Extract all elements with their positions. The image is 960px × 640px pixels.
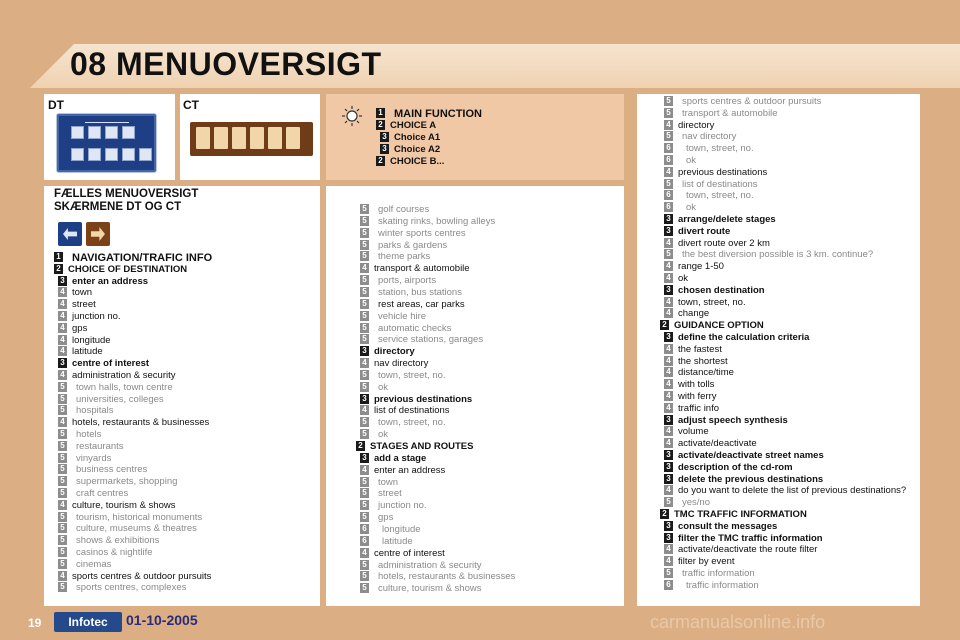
level-badge: 5 bbox=[360, 311, 369, 321]
dt-phone-icon bbox=[88, 126, 101, 139]
menu-item-label: yes/no bbox=[682, 497, 710, 509]
menu-item-label: transport & automobile bbox=[682, 107, 778, 119]
menu-item-label: longitude bbox=[72, 334, 111, 346]
menu-item-label: town, street, no. bbox=[678, 296, 746, 308]
level-badge: 3 bbox=[360, 346, 369, 356]
menu-item-label: list of destinations bbox=[682, 178, 758, 190]
menu-item-label: Choice A2 bbox=[394, 144, 441, 155]
menu-item-label: with ferry bbox=[678, 391, 717, 402]
menu-item-label: nav directory bbox=[374, 358, 429, 370]
menu-item-label: description of the cd-rom bbox=[678, 461, 793, 473]
level-badge: 5 bbox=[664, 131, 673, 141]
menu-item-label: longitude bbox=[382, 523, 421, 535]
menu-item-label: station, bus stations bbox=[378, 286, 462, 298]
level-badge: 4 bbox=[58, 500, 67, 510]
level-badge: 5 bbox=[664, 108, 673, 118]
level-badge: 3 bbox=[664, 450, 673, 460]
level-badge: 5 bbox=[360, 583, 369, 593]
menu-item-label: hotels, restaurants & businesses bbox=[72, 417, 210, 429]
level-badge: 4 bbox=[664, 297, 673, 307]
menu-item-label: junction no. bbox=[72, 311, 121, 322]
level-badge: 4 bbox=[58, 417, 67, 427]
level-badge: 3 bbox=[664, 285, 673, 295]
level-badge: 6 bbox=[664, 155, 673, 165]
menu-item-label: town bbox=[72, 287, 93, 299]
level-badge: 5 bbox=[58, 429, 67, 439]
menu-item-label: parks & gardens bbox=[378, 239, 448, 251]
level-badge: 2 bbox=[376, 156, 385, 166]
menu-item-label: previous destinations bbox=[374, 393, 473, 405]
menu-item-label: traffic information bbox=[686, 579, 759, 591]
level-badge: 5 bbox=[360, 382, 369, 392]
level-badge: 6 bbox=[664, 580, 673, 590]
level-badge: 4 bbox=[360, 263, 369, 273]
level-badge: 4 bbox=[664, 544, 673, 554]
level-badge: 5 bbox=[664, 179, 673, 189]
menu-item-label: universities, colleges bbox=[76, 393, 164, 405]
level-badge: 5 bbox=[360, 417, 369, 427]
menu-item-label: skating rinks, bowling alleys bbox=[378, 215, 496, 227]
level-badge: 5 bbox=[58, 464, 67, 474]
level-badge: 6 bbox=[360, 536, 369, 546]
level-badge: 6 bbox=[360, 524, 369, 534]
level-badge: 5 bbox=[58, 382, 67, 392]
level-badge: 3 bbox=[664, 462, 673, 472]
level-badge: 4 bbox=[360, 465, 369, 475]
level-badge: 4 bbox=[58, 370, 67, 380]
dt-screen-illustration bbox=[56, 113, 157, 173]
ct-radio-icon bbox=[232, 127, 246, 149]
level-badge: 2 bbox=[660, 509, 669, 519]
menu-item-label: gps bbox=[378, 512, 394, 524]
menu-item-label: town, street, no. bbox=[378, 369, 446, 381]
main-function-panel bbox=[326, 94, 624, 180]
level-badge: 5 bbox=[664, 96, 673, 106]
level-badge: 5 bbox=[58, 394, 67, 404]
level-badge: 4 bbox=[58, 346, 67, 356]
menu-item-label: automatic checks bbox=[378, 322, 452, 334]
menu-item-label: traffic info bbox=[678, 402, 720, 414]
level-badge: 5 bbox=[360, 323, 369, 333]
menu-item-label: vinyards bbox=[76, 452, 112, 464]
level-badge: 5 bbox=[664, 568, 673, 578]
menu-item-label: rest areas, car parks bbox=[378, 298, 465, 310]
menu-item-label: filter the TMC traffic information bbox=[678, 532, 823, 544]
level-badge: 4 bbox=[664, 426, 673, 436]
level-badge: 4 bbox=[58, 335, 67, 345]
menu-item-label: sports centres & outdoor pursuits bbox=[72, 570, 212, 582]
level-badge: 4 bbox=[360, 358, 369, 368]
level-badge: 6 bbox=[664, 202, 673, 212]
level-badge: 4 bbox=[58, 323, 67, 333]
level-badge: 3 bbox=[664, 415, 673, 425]
level-badge: 6 bbox=[664, 143, 673, 153]
menu-item-label: street bbox=[378, 488, 402, 500]
menu-item-label: gps bbox=[72, 322, 88, 334]
menu-item-label: culture, tourism & shows bbox=[378, 583, 482, 595]
level-badge: 5 bbox=[360, 477, 369, 487]
menu-item-label: volume bbox=[678, 426, 709, 438]
level-badge: 4 bbox=[664, 120, 673, 130]
level-badge: 4 bbox=[664, 167, 673, 177]
menu-item-label: the fastest bbox=[678, 343, 722, 355]
level-badge: 4 bbox=[58, 311, 67, 321]
level-badge: 5 bbox=[360, 216, 369, 226]
level-badge: 5 bbox=[360, 240, 369, 250]
level-badge: 3 bbox=[664, 533, 673, 543]
level-badge: 1 bbox=[376, 108, 385, 118]
level-badge: 4 bbox=[664, 556, 673, 566]
menu-item-label: ok bbox=[686, 155, 697, 166]
level-badge: 5 bbox=[360, 488, 369, 498]
menu-item-label: TMC TRAFFIC INFORMATION bbox=[674, 509, 807, 520]
menu-item-label: cinemas bbox=[76, 558, 112, 570]
menu-item-label: nav directory bbox=[682, 131, 737, 143]
middle-panel bbox=[326, 186, 624, 606]
dt-label: DT bbox=[48, 98, 64, 112]
level-badge: 5 bbox=[58, 512, 67, 522]
menu-item-label: ok bbox=[378, 381, 389, 393]
level-badge: 5 bbox=[58, 547, 67, 557]
level-badge: 4 bbox=[360, 405, 369, 415]
level-badge: 3 bbox=[58, 276, 67, 286]
dt-nav-icon bbox=[71, 126, 84, 139]
dt-radio-icon bbox=[105, 126, 118, 139]
level-badge: 5 bbox=[58, 441, 67, 451]
menu-item-label: activate/deactivate street names bbox=[678, 450, 824, 461]
menu-item-label: junction no. bbox=[378, 500, 427, 512]
menu-item-label: define the calculation criteria bbox=[678, 332, 810, 343]
menu-item-label: MAIN FUNCTION bbox=[394, 108, 482, 120]
level-badge: 5 bbox=[58, 559, 67, 569]
menu-item-label: latitude bbox=[382, 535, 413, 547]
menu-item-label: sports centres, complexes bbox=[76, 582, 187, 594]
level-badge: 5 bbox=[58, 582, 67, 592]
menu-item-label: town halls, town centre bbox=[76, 381, 173, 393]
ct-nav-icon bbox=[196, 127, 210, 149]
menu-item-label: winter sports centres bbox=[378, 227, 466, 239]
menu-item-label: town, street, no. bbox=[378, 417, 446, 429]
common-title: FÆLLES MENUOVERSIGT SKÆRMENE DT OG CT bbox=[54, 188, 199, 213]
menu-item-label: CHOICE OF DESTINATION bbox=[68, 263, 188, 275]
level-badge: 4 bbox=[58, 299, 67, 309]
menu-item-label: add a stage bbox=[374, 452, 427, 464]
menu-item-label: delete the previous destinations bbox=[678, 473, 824, 485]
menu-item-label: the shortest bbox=[678, 355, 728, 367]
menu-item-label: filter by event bbox=[678, 556, 735, 568]
level-badge: 5 bbox=[360, 334, 369, 344]
menu-item-label: do you want to delete the list of previous destinations? bbox=[678, 485, 907, 497]
level-badge: 4 bbox=[664, 238, 673, 248]
dt-book-icon bbox=[122, 126, 135, 139]
menu-item-label: directory bbox=[374, 346, 415, 358]
menu-item-label: previous destinations bbox=[678, 166, 768, 178]
level-badge: 3 bbox=[664, 521, 673, 531]
level-badge: 4 bbox=[664, 308, 673, 318]
level-badge: 5 bbox=[58, 453, 67, 463]
level-badge: 5 bbox=[360, 512, 369, 522]
ct-label: CT bbox=[183, 98, 199, 112]
menu-item-label: culture, tourism & shows bbox=[72, 499, 176, 511]
level-badge: 5 bbox=[58, 535, 67, 545]
level-badge: 4 bbox=[664, 261, 673, 271]
menu-item-label: with tolls bbox=[678, 379, 715, 391]
dt-list-icon bbox=[88, 148, 101, 161]
menu-item-label: town bbox=[378, 476, 399, 488]
menu-item-label: latitude bbox=[72, 346, 103, 358]
level-badge: 3 bbox=[664, 332, 673, 342]
menu-item-label: administration & security bbox=[72, 370, 176, 381]
ct-list-icon bbox=[268, 127, 282, 149]
level-badge: 4 bbox=[664, 391, 673, 401]
ct-doc-icon bbox=[286, 127, 300, 149]
level-badge: 4 bbox=[360, 548, 369, 558]
dt-setup-icon bbox=[71, 148, 84, 161]
menu-item-label: ports, airports bbox=[378, 275, 437, 287]
level-badge: 4 bbox=[664, 356, 673, 366]
ct-screen-illustration bbox=[190, 122, 313, 156]
level-badge: 5 bbox=[360, 571, 369, 581]
level-badge: 1 bbox=[54, 252, 63, 262]
level-badge: 3 bbox=[664, 214, 673, 224]
menu-item-label: sports centres & outdoor pursuits bbox=[682, 96, 822, 107]
level-badge: 5 bbox=[360, 429, 369, 439]
dt-grid-icon bbox=[105, 148, 118, 161]
menu-item-label: restaurants bbox=[76, 440, 124, 452]
ct-phone-icon bbox=[214, 127, 228, 149]
menu-item-label: town, street, no. bbox=[686, 143, 754, 155]
menu-item-label: business centres bbox=[76, 464, 148, 476]
menu-item-label: traffic information bbox=[682, 568, 755, 579]
watermark: carmanualsonline.info bbox=[650, 612, 826, 632]
menu-item-label: ok bbox=[378, 429, 389, 441]
menu-item-label: chosen destination bbox=[678, 284, 765, 296]
level-badge: 4 bbox=[664, 379, 673, 389]
menu-item-label: ok bbox=[678, 273, 689, 284]
menu-item-label: supermarkets, shopping bbox=[76, 476, 178, 488]
menu-item-label: craft centres bbox=[76, 488, 129, 499]
menu-item-label: STAGES AND ROUTES bbox=[370, 441, 474, 452]
menu-item-label: hospitals bbox=[76, 405, 114, 417]
level-badge: 5 bbox=[58, 523, 67, 533]
level-badge: 3 bbox=[664, 226, 673, 236]
level-badge: 5 bbox=[664, 497, 673, 507]
menu-item-label: transport & automobile bbox=[374, 263, 470, 275]
menu-item-label: consult the messages bbox=[678, 520, 778, 532]
level-badge: 2 bbox=[376, 120, 385, 130]
menu-item-label: change bbox=[678, 308, 710, 320]
level-badge: 5 bbox=[360, 251, 369, 261]
level-badge: 3 bbox=[664, 474, 673, 484]
level-badge: 5 bbox=[664, 249, 673, 259]
level-badge: 5 bbox=[360, 299, 369, 309]
page-title: 08 MENUOVERSIGT bbox=[70, 46, 382, 82]
level-badge: 5 bbox=[360, 370, 369, 380]
level-badge: 4 bbox=[664, 403, 673, 413]
menu-item-label: service stations, garages bbox=[378, 334, 484, 346]
menu-item-label: divert route over 2 km bbox=[678, 237, 770, 249]
level-badge: 5 bbox=[360, 204, 369, 214]
level-badge: 2 bbox=[356, 441, 365, 451]
menu-item-label: centre of interest bbox=[72, 358, 150, 370]
menu-item-label: NAVIGATION/TRAFIC INFO bbox=[72, 252, 213, 264]
menu-item-label: divert route bbox=[678, 225, 731, 237]
level-badge: 3 bbox=[58, 358, 67, 368]
level-badge: 4 bbox=[664, 367, 673, 377]
level-badge: 4 bbox=[664, 344, 673, 354]
menu-item-label: golf courses bbox=[378, 204, 430, 215]
level-badge: 3 bbox=[380, 132, 389, 142]
lightbulb-icon bbox=[342, 106, 362, 126]
infotec-logo: Infotec bbox=[54, 612, 122, 632]
menu-item-label: enter an address bbox=[374, 464, 446, 476]
menu-item-label: enter an address bbox=[72, 275, 149, 287]
level-badge: 4 bbox=[664, 438, 673, 448]
menu-item-label: Choice A1 bbox=[394, 132, 441, 143]
menu-item-label: distance/time bbox=[678, 367, 734, 379]
dt-card-icon bbox=[139, 148, 152, 161]
menu-item-label: hotels bbox=[76, 429, 102, 440]
menu-item-label: GUIDANCE OPTION bbox=[674, 320, 764, 332]
menu-item-label: hotels, restaurants & businesses bbox=[378, 571, 516, 583]
menu-item-label: street bbox=[72, 299, 96, 311]
level-badge: 5 bbox=[360, 500, 369, 510]
level-badge: 5 bbox=[360, 275, 369, 285]
menu-item-label: centre of interest bbox=[374, 547, 445, 559]
menu-item-label: culture, museums & theatres bbox=[76, 523, 197, 535]
dt-navigation-icon bbox=[58, 222, 82, 246]
level-badge: 5 bbox=[360, 560, 369, 570]
menu-item-label: shows & exhibitions bbox=[76, 535, 160, 547]
menu-item-label: activate/deactivate bbox=[678, 438, 757, 450]
menu-item-label: vehicle hire bbox=[378, 310, 427, 322]
level-badge: 2 bbox=[660, 320, 669, 330]
menu-item-label: range 1-50 bbox=[678, 261, 724, 273]
menu-item-label: list of destinations bbox=[374, 405, 450, 417]
level-badge: 5 bbox=[58, 405, 67, 415]
level-badge: 2 bbox=[54, 264, 63, 274]
level-badge: 4 bbox=[58, 287, 67, 297]
level-badge: 5 bbox=[58, 476, 67, 486]
ct-navigation-icon bbox=[86, 222, 110, 246]
level-badge: 3 bbox=[360, 394, 369, 404]
menu-item-label: theme parks bbox=[378, 251, 431, 263]
menu-item-label: activate/deactivate the route filter bbox=[678, 544, 818, 556]
menu-item-label: directory bbox=[678, 119, 715, 131]
ct-book-icon bbox=[250, 127, 264, 149]
level-badge: 4 bbox=[664, 273, 673, 283]
menu-item-label: CHOICE A bbox=[390, 120, 437, 131]
menu-item-label: tourism, historical monuments bbox=[76, 511, 203, 523]
menu-item-label: administration & security bbox=[378, 559, 482, 571]
menu-item-label: town, street, no. bbox=[686, 190, 754, 202]
level-badge: 5 bbox=[360, 287, 369, 297]
menu-item-label: casinos & nightlife bbox=[76, 547, 153, 558]
menu-item-label: CHOICE B... bbox=[390, 156, 445, 167]
level-badge: 5 bbox=[58, 488, 67, 498]
dt-doc-icon bbox=[122, 148, 135, 161]
level-badge: 3 bbox=[360, 453, 369, 463]
menu-item-label: the best diversion possible is 3 km. continue? bbox=[682, 249, 874, 261]
menu-item-label: adjust speech synthesis bbox=[678, 414, 788, 426]
level-badge: 5 bbox=[360, 228, 369, 238]
level-badge: 3 bbox=[380, 144, 389, 154]
footer-date: 01-10-2005 bbox=[126, 612, 198, 628]
menu-item-label: ok bbox=[686, 202, 697, 214]
page-number: 19 bbox=[28, 616, 42, 630]
level-badge: 4 bbox=[58, 571, 67, 581]
level-badge: 4 bbox=[664, 485, 673, 495]
level-badge: 6 bbox=[664, 190, 673, 200]
menu-item-label: arrange/delete stages bbox=[678, 214, 776, 225]
